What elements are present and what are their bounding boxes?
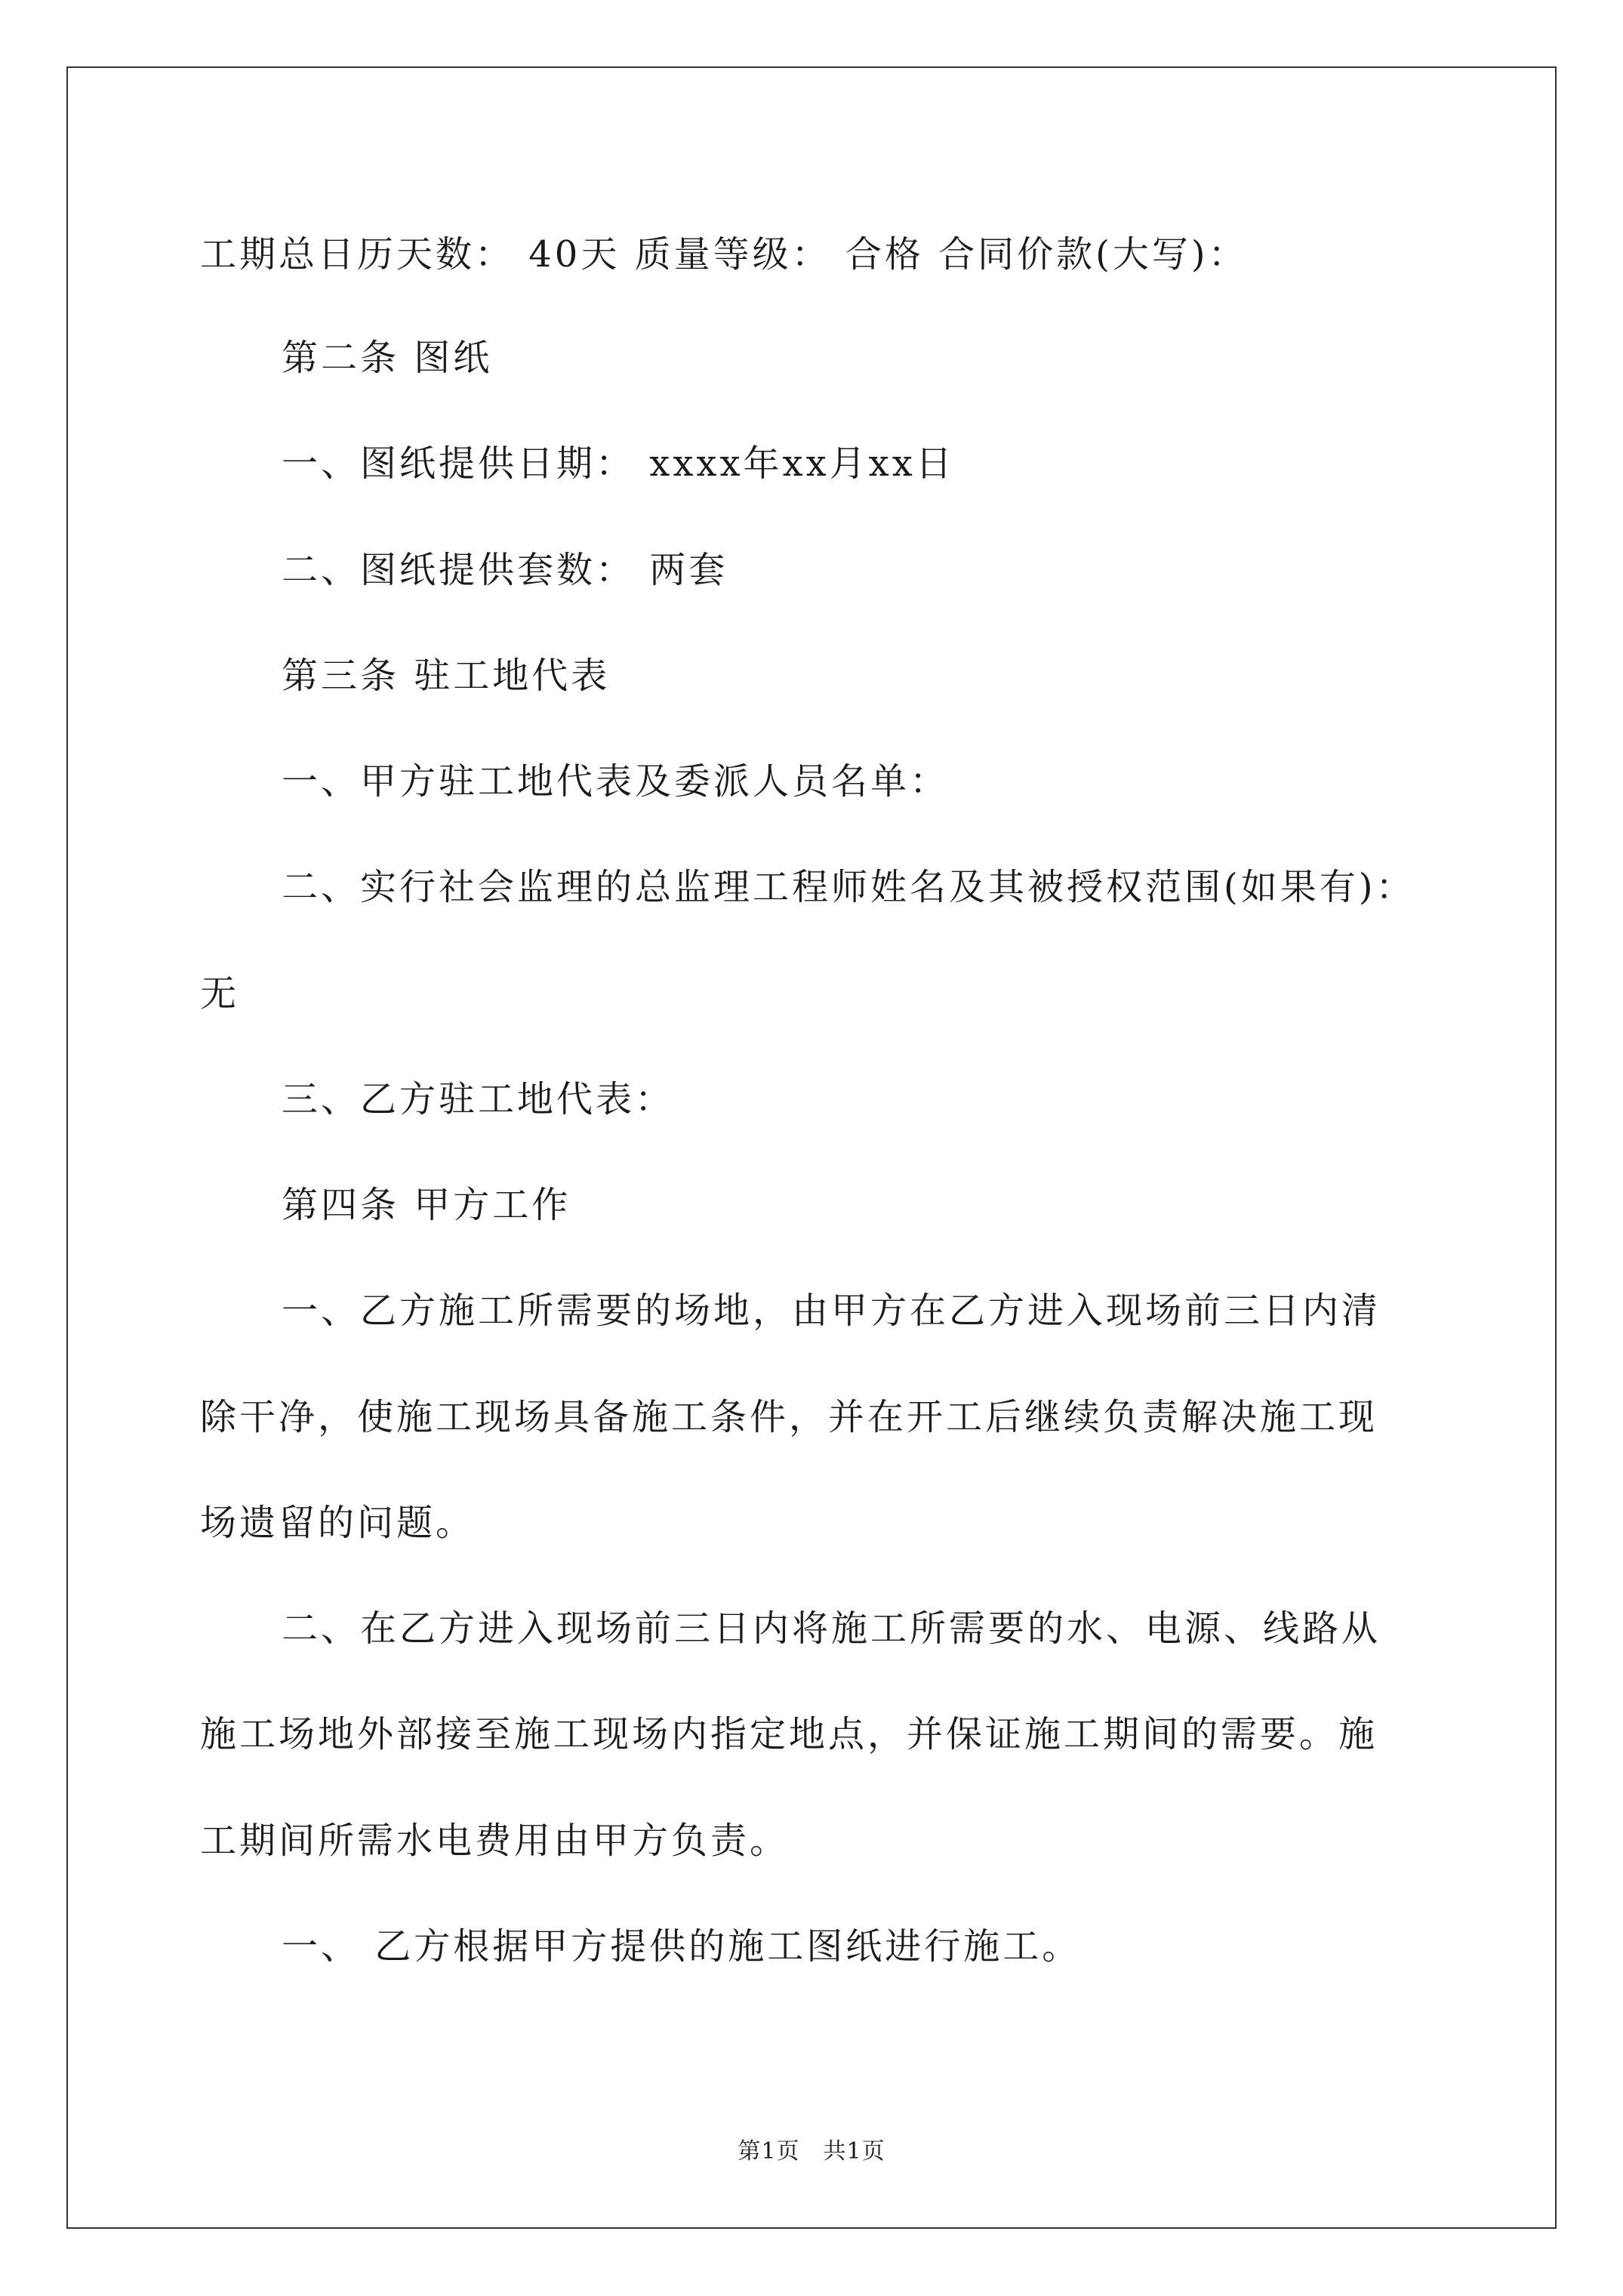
text-line-none: 无 <box>200 972 240 1015</box>
text-line-duration: 工期总日历天数： 40天 质量等级： 合格 合同价款(大写)： <box>200 233 1248 276</box>
text-line-utilities-2: 施工场地外部接至施工现场内指定地点，并保证施工期间的需要。施 <box>200 1713 1378 1755</box>
text-line-supervisor: 二、实行社会监理的总监理工程师姓名及其被授权范围(如果有)： <box>282 866 1415 908</box>
page-border <box>66 66 1557 2229</box>
article-heading-4: 第四条 甲方工作 <box>282 1184 571 1226</box>
article-heading-2: 第二条 图纸 <box>282 337 493 379</box>
text-line-utilities-1: 二、在乙方进入现场前三日内将施工所需要的水、电源、线路从 <box>282 1607 1381 1650</box>
article-heading-3: 第三条 驻工地代表 <box>282 655 611 697</box>
text-line-drawing-date: 一、图纸提供日期： xxxx年xx月xx日 <box>282 442 955 485</box>
text-line-site-1: 一、乙方施工所需要的场地，由甲方在乙方进入现场前三日内清 <box>282 1290 1381 1332</box>
page-number: 第1页 共1页 <box>738 2138 885 2165</box>
text-line-utilities-3: 工期间所需水电费用由甲方负责。 <box>200 1820 790 1862</box>
text-line-drawing-sets: 二、图纸提供套数： 两套 <box>282 549 728 591</box>
text-line-construction: 一、 乙方根据甲方提供的施工图纸进行施工。 <box>282 1925 1082 1968</box>
text-line-site-2: 除干净，使施工现场具备施工条件，并在开工后继续负责解决施工现 <box>200 1396 1378 1438</box>
text-line-party-a-rep: 一、甲方驻工地代表及委派人员名单： <box>282 760 950 803</box>
text-line-party-b-rep: 三、乙方驻工地代表： <box>282 1078 675 1120</box>
text-line-site-3: 场遗留的问题。 <box>200 1502 476 1544</box>
